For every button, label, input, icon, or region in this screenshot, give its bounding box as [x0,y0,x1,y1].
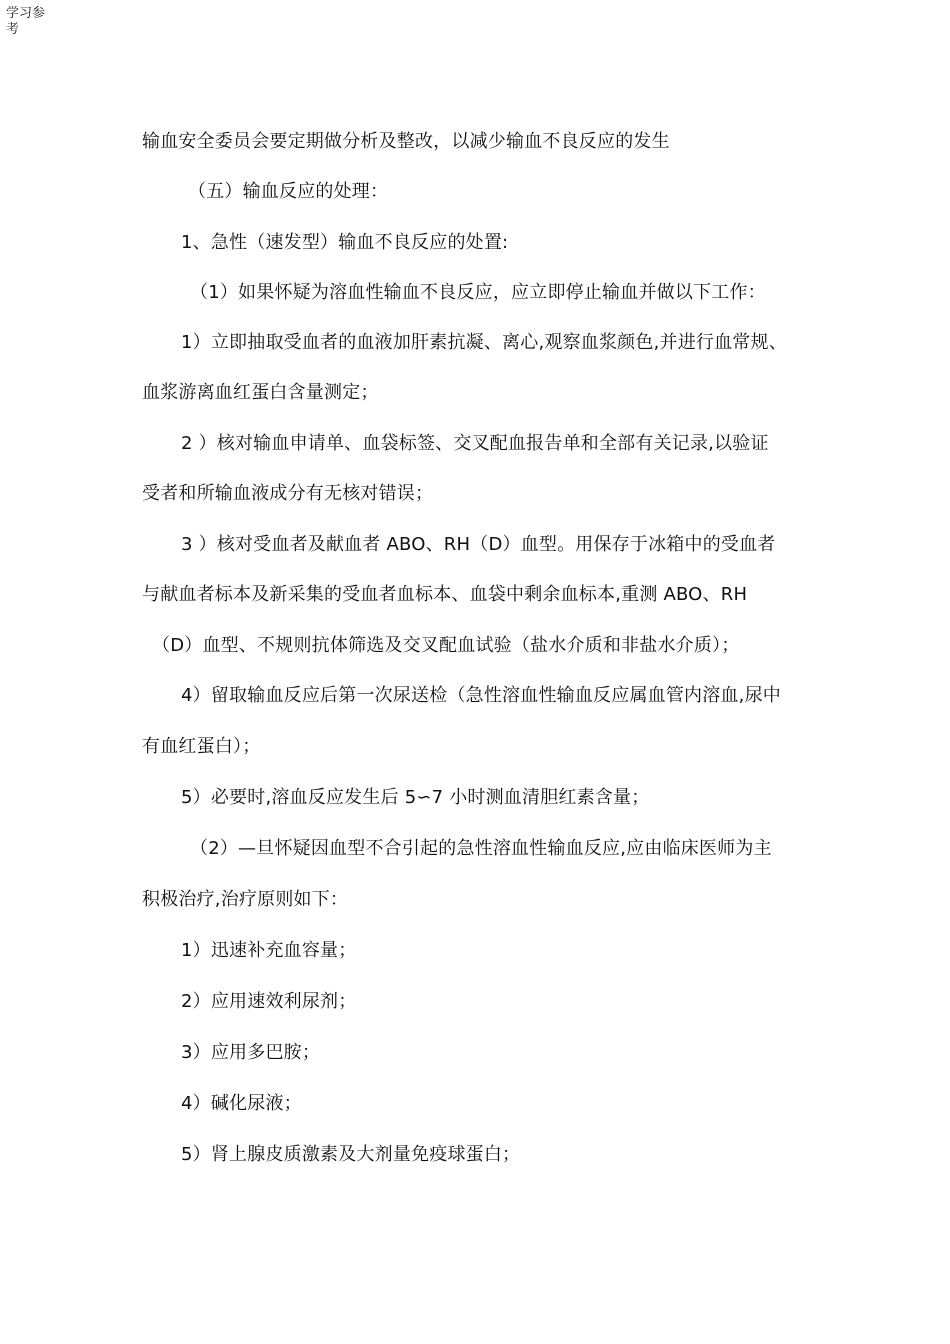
paragraph-line: 输血安全委员会要定期做分析及整改，以减少输血不良反应的发生 [142,131,670,152]
list-item: 5）必要时,溶血反应发生后 5∽7 小时测血清胆红素含量； [181,787,650,808]
list-item: 5）肾上腺皮质激素及大剂量免疫球蛋白； [181,1144,521,1165]
list-item: 1）立即抽取受血者的血液加肝素抗凝、离心,观察血浆颜色,并进行血常规、 [181,332,787,353]
list-item: 4）留取输血反应后第一次尿送检（急性溶血性输血反应属血管内溶血,尿中 [181,685,781,706]
section-heading: （五）输血反应的处理： [188,181,389,202]
paragraph-line: 有血红蛋白）； [142,736,261,757]
list-item: 2）应用速效利尿剂； [181,991,357,1012]
list-item: 2 ）核对输血申请单、血袋标签、交叉配血报告单和全部有关记录,以验证 [181,433,769,454]
paragraph-line: （D）血型、不规则抗体筛选及交叉配血试验（盐水介质和非盐水介质）； [152,635,740,656]
list-item: 4）碱化尿液； [181,1093,302,1114]
header-note: 学习参考 [6,6,46,37]
subsection-heading: 1、急性（速发型）输血不良反应的处置: [181,232,509,253]
paragraph-line: 与献血者标本及新采集的受血者血标本、血袋中剩余血标本,重测 ABO、RH [142,584,748,605]
list-item: 1）迅速补充血容量； [181,940,357,961]
paragraph-line: 血浆游离血红蛋白含量测定； [142,382,379,403]
paragraph-line: 受者和所输血液成分有无核对错误； [142,483,434,504]
paragraph-line: （1）如果怀疑为溶血性输血不良反应，应立即停止输血并做以下工作： [190,282,766,303]
paragraph-line: （2）—旦怀疑因血型不合引起的急性溶血性输血反应,应由临床医师为主 [190,838,772,859]
paragraph-line: 积极治疗,治疗原则如下： [142,889,349,910]
list-item: 3 ）核对受血者及献血者 ABO、RH（D）血型。用保存于冰箱中的受血者 [181,534,776,555]
list-item: 3）应用多巴胺； [181,1042,321,1063]
